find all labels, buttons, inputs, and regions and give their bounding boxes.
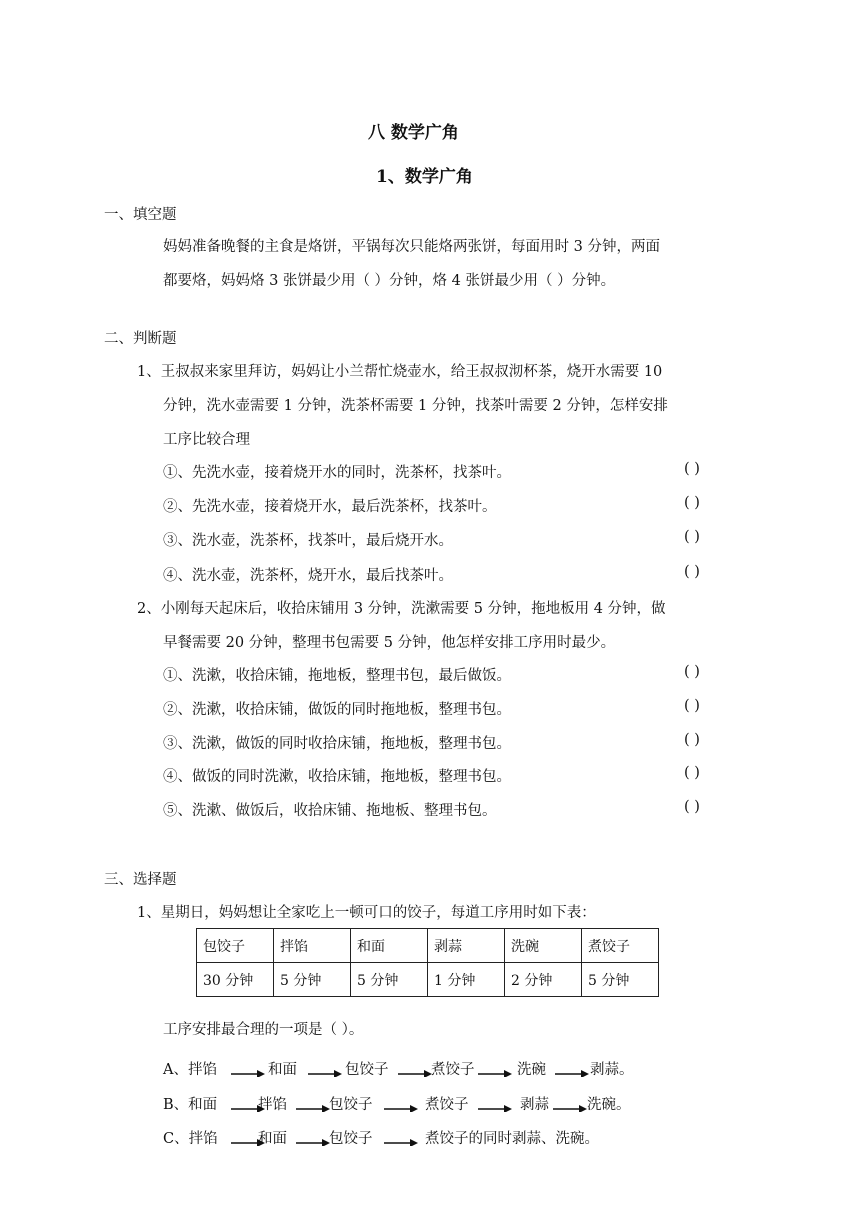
answer-blank[interactable]: ( ) [684,529,700,545]
option-text: ③、洗漱，做饭的同时收拾床铺，拖地板，整理书包。 [163,736,511,752]
arrow-icon [308,1063,342,1077]
question-text: 分钟，洗水壶需要 1 分钟，洗茶杯需要 1 分钟，找茶叶需要 2 分钟，怎样安排 [163,398,668,414]
answer-blank[interactable]: ( ) [684,732,700,748]
arrow-icon [553,1098,587,1112]
answer-blank[interactable]: ( ) [684,698,700,714]
table-cell: 包饺子 [197,929,274,963]
option-c-label[interactable]: C、拌馅 [163,1131,218,1147]
section-heading-fill-blank: 一、填空题 [104,207,177,223]
option-text: ⑤、洗漱、做饭后，收拾床铺、拖地板、整理书包。 [163,803,497,819]
option-text: ①、先洗水壶，接着烧开水的同时，洗茶杯，找茶叶。 [163,465,511,481]
table-cell: 5 分钟 [351,963,428,997]
arrow-icon [555,1063,589,1077]
option-b-label[interactable]: B、和面 [163,1097,218,1113]
option-text: ①、洗漱，收拾床铺，拖地板，整理书包，最后做饭。 [163,668,511,684]
answer-blank[interactable]: ( ) [684,461,700,477]
answer-blank[interactable]: ( ) [684,564,700,580]
table-header-row [197,929,659,963]
step-text: 和面 [268,1062,297,1078]
question-text: 1、王叔叔来家里拜访，妈妈让小兰帮忙烧壶水，给王叔叔沏杯茶，烧开水需要 10 [137,364,663,380]
process-time-table [196,928,659,997]
step-text: 剥蒜。 [590,1062,634,1078]
chapter-title: 八 数学广角 [368,123,459,143]
option-text: ④、做饭的同时洗漱，收拾床铺，拖地板，整理书包。 [163,769,511,785]
table-cell: 5 分钟 [274,963,351,997]
question-text: 早餐需要 20 分钟，整理书包需要 5 分钟，他怎样安排工序用时最少。 [163,635,616,651]
step-text: 煮饺子的同时剥蒜、洗碗。 [425,1131,599,1147]
question-text: 妈妈准备晚餐的主食是烙饼，平锅每次只能烙两张饼，每面用时 3 分钟，两面 [163,239,660,255]
arrow-icon [478,1098,512,1112]
arrow-icon [296,1132,330,1146]
section-heading-true-false: 二、判断题 [104,331,177,347]
table-cell: 5 分钟 [582,963,659,997]
option-text: ③、洗水壶，洗茶杯，找茶叶，最后烧开水。 [163,533,453,549]
step-text: 洗碗 [517,1062,546,1078]
option-text: ②、先洗水壶，接着烧开水，最后洗茶杯，找茶叶。 [163,499,497,515]
table-cell: 2 分钟 [505,963,582,997]
table-cell: 和面 [351,929,428,963]
question-text: 工序比较合理 [163,432,250,448]
arrow-icon [296,1098,330,1112]
arrow-icon [478,1063,512,1077]
step-text: 和面 [258,1131,287,1147]
step-text: 包饺子 [329,1097,373,1113]
question-text: 都要烙，妈妈烙 3 张饼最少用（ ）分钟，烙 4 张饼最少用（ ）分钟。 [163,273,616,289]
step-text: 洗碗。 [587,1097,631,1113]
table-cell: 拌馅 [274,929,351,963]
table-cell: 1 分钟 [428,963,505,997]
table-row [197,963,659,997]
arrow-icon [384,1098,418,1112]
answer-blank[interactable]: ( ) [684,765,700,781]
step-text: 拌馅 [258,1097,287,1113]
table-cell: 30 分钟 [197,963,274,997]
option-text: ④、洗水壶，洗茶杯，烧开水，最后找茶叶。 [163,568,453,584]
step-text: 包饺子 [329,1131,373,1147]
option-text: ②、洗漱，收拾床铺，做饭的同时拖地板，整理书包。 [163,702,511,718]
arrow-icon [398,1063,432,1077]
table-cell: 煮饺子 [582,929,659,963]
section-heading-multiple-choice: 三、选择题 [104,872,177,888]
step-text: 煮饺子 [425,1097,469,1113]
question-text: 2、小刚每天起床后，收拾床铺用 3 分钟，洗漱需要 5 分钟，拖地板用 4 分钟，做 [137,601,666,617]
question-text: 1、星期日，妈妈想让全家吃上一顿可口的饺子，每道工序用时如下表： [137,905,596,921]
option-a-label[interactable]: A、拌馅 [163,1062,217,1078]
arrow-icon [384,1132,418,1146]
step-text: 包饺子 [345,1062,389,1078]
question-prompt: 工序安排最合理的一项是（ ）。 [163,1022,364,1038]
table-cell: 剥蒜 [428,929,505,963]
step-text: 剥蒜 [520,1097,549,1113]
answer-blank[interactable]: ( ) [684,495,700,511]
lesson-title: 1、数学广角 [376,167,473,187]
arrow-icon [231,1063,265,1077]
step-text: 煮饺子 [431,1062,475,1078]
answer-blank[interactable]: ( ) [684,664,700,680]
answer-blank[interactable]: ( ) [684,799,700,815]
table-cell: 洗碗 [505,929,582,963]
